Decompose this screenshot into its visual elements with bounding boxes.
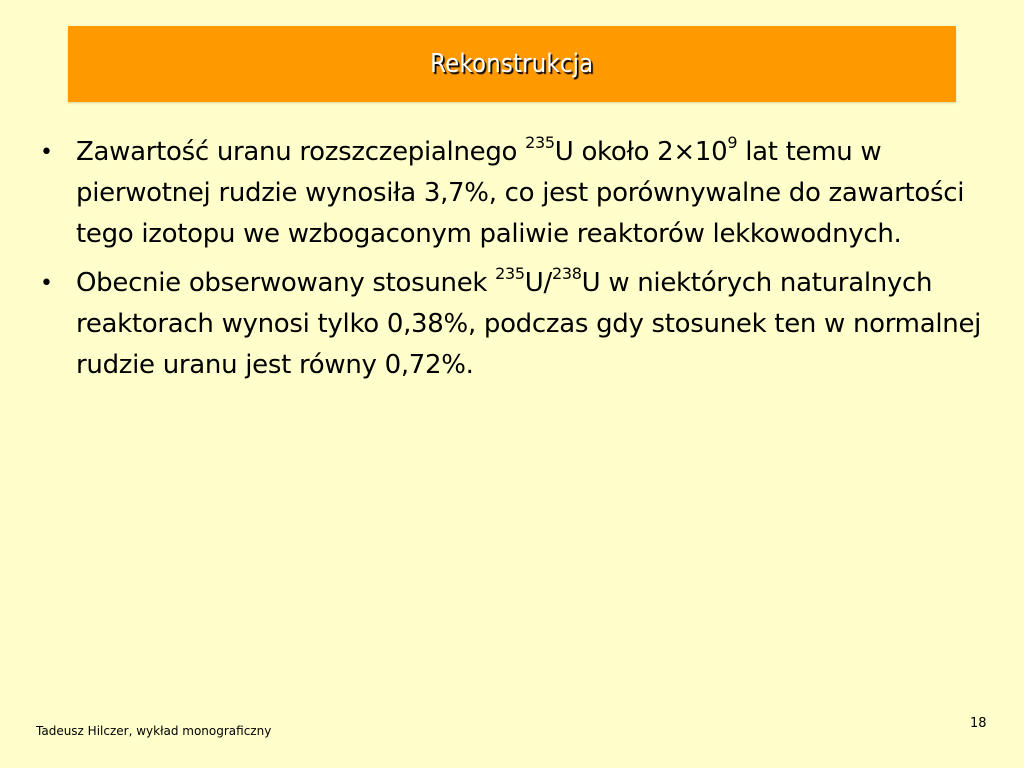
slide-content [38, 132, 998, 394]
bullet-2-sup1: 235 [495, 264, 525, 284]
slide-title: Rekonstrukcja [430, 49, 594, 79]
bullet-1-sup2: 9 [727, 133, 738, 153]
bullet-1-sup1: 235 [525, 133, 555, 153]
page-number: 18 [970, 716, 987, 731]
bullet-item-2 [38, 263, 998, 386]
bullet-2-sup2: 238 [551, 264, 582, 284]
multiplication-sign: × [673, 137, 695, 167]
footer-author: Tadeusz Hilczer, wykład monograficzny [36, 724, 272, 738]
bullet-item-1 [38, 132, 998, 255]
bullet-text-2 [76, 263, 998, 386]
bullet-marker: • [40, 140, 53, 165]
bullet-2-seg3: U w niektórych naturalnych reaktorach wynosi tylko 0,38%, podczas gdy stosunek ten w normalnej rudzie uranu jest równy 0,72%. [76, 268, 982, 380]
bullet-text-1 [76, 132, 998, 255]
bullet-2-seg2: U/ [524, 268, 552, 298]
bullet-2-seg1: Obecnie obserwowany stosunek [76, 268, 496, 298]
bullet-1-seg2: U około 2 [554, 137, 674, 167]
bullet-1-seg4: lat temu w pierwotnej rudzie wynosiła 3,7%, co jest porównywalne do zawartości tego izotopu we wzbogaconym paliwie reaktorów lekkowodnych. [76, 137, 965, 249]
title-bar [68, 26, 956, 102]
bullet-1-seg1: Zawartość uranu rozszczepialnego [76, 137, 526, 167]
bullet-marker: • [40, 271, 53, 296]
bullet-1-seg3: 10 [694, 137, 728, 167]
